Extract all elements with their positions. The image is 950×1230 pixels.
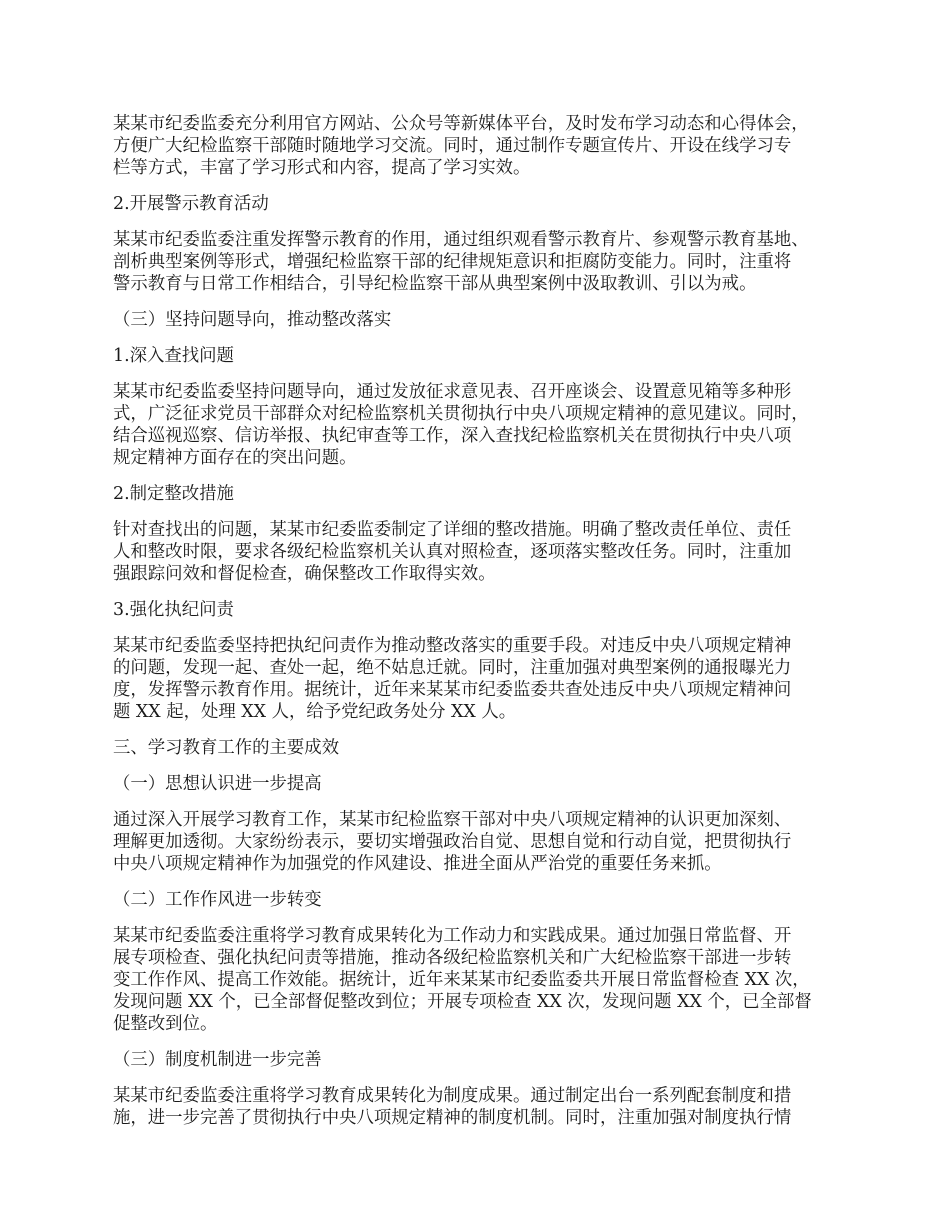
text-line: 通过深入开展学习教育工作，某某市纪检监察干部对中央八项规定精神的认识更加深刻、	[113, 810, 792, 830]
text-line: （二）工作作风进一步转变	[113, 890, 322, 910]
text-line: （一）思想认识进一步提高	[113, 774, 322, 794]
section-heading	[113, 1049, 853, 1071]
text-line: 的问题，发现一起、查处一起，绝不姑息迁就。同时，注重加强对典型案例的通报曝光力	[113, 658, 792, 678]
text-line: 某某市纪委监委坚持把执纪问责作为推动整改落实的重要手段。对违反中央八项规定精神	[113, 636, 792, 656]
text-line: 施，进一步完善了贯彻执行中央八项规定精神的制度机制。同时，注重加强对制度执行情	[113, 1108, 792, 1128]
section-heading	[113, 737, 853, 759]
section-heading	[113, 193, 853, 215]
text-line: 某某市纪委监委注重发挥警示教育的作用，通过组织观看警示教育片、参观警示教育基地、	[113, 230, 809, 250]
paragraph	[113, 381, 853, 469]
text-line: 变工作作风、提高工作效能。据统计，近年来某某市纪委监委共开展日常监督检查 XX 次，	[113, 970, 810, 990]
paragraph	[113, 229, 853, 295]
text-line: 度，发挥警示教育作用。据统计，近年来某某市纪委监委共查处违反中央八项规定精神问	[113, 680, 792, 700]
text-line: （三）坚持问题导向，推动整改落实	[113, 310, 392, 330]
section-heading	[113, 345, 853, 367]
paragraph	[113, 1085, 853, 1129]
text-line: 展专项检查、强化执纪问责等措施，推动各级纪检监察机关和广大纪检监察干部进一步转	[113, 948, 792, 968]
text-line: 警示教育与日常工作相结合，引导纪检监察干部从典型案例中汲取教训、引以为戒。	[113, 274, 757, 294]
text-line: 栏等方式，丰富了学习形式和内容，提高了学习实效。	[113, 158, 531, 178]
text-line: 某某市纪委监委注重将学习教育成果转化为工作动力和实践成果。通过加强日常监督、开	[113, 926, 792, 946]
text-line: 1.深入查找问题	[113, 346, 234, 366]
text-line: 针对查找出的问题，某某市纪委监委制定了详细的整改措施。明确了整改责任单位、责任	[113, 520, 792, 540]
section-heading	[113, 773, 853, 795]
text-line: （三）制度机制进一步完善	[113, 1050, 322, 1070]
section-heading	[113, 599, 853, 621]
text-line: 强跟踪问效和督促检查，确保整改工作取得实效。	[113, 564, 496, 584]
text-line: 某某市纪委监委充分利用官方网站、公众号等新媒体平台，及时发布学习动态和心得体会，	[113, 114, 809, 134]
text-line: 中央八项规定精神作为加强党的作风建设、推进全面从严治党的重要任务来抓。	[113, 854, 722, 874]
text-line: 理解更加透彻。大家纷纷表示，要切实增强政治自觉、思想自觉和行动自觉，把贯彻执行	[113, 832, 792, 852]
text-line: 结合巡视巡察、信访举报、执纪审查等工作，深入查找纪检监察机关在贯彻执行中央八项	[113, 426, 792, 446]
text-line: 2.开展警示教育活动	[113, 194, 269, 214]
text-line: 某某市纪委监委注重将学习教育成果转化为制度成果。通过制定出台一系列配套制度和措	[113, 1086, 792, 1106]
text-line: 某某市纪委监委坚持问题导向，通过发放征求意见表、召开座谈会、设置意见箱等多种形	[113, 382, 792, 402]
text-line: 式，广泛征求党员干部群众对纪检监察机关贯彻执行中央八项规定精神的意见建议。同时，	[113, 404, 809, 424]
text-line: 2.制定整改措施	[113, 484, 234, 504]
text-line: 三、学习教育工作的主要成效	[113, 738, 340, 758]
text-line: 剖析典型案例等形式，增强纪检监察干部的纪律规矩意识和拒腐防变能力。同时，注重将	[113, 252, 792, 272]
text-line: 发现问题 XX 个，已全部督促整改到位；开展专项检查 XX 次，发现问题 XX 个，已全部督	[113, 992, 812, 1012]
paragraph	[113, 635, 853, 723]
paragraph	[113, 925, 853, 1035]
section-heading	[113, 483, 853, 505]
document-body	[113, 113, 853, 1143]
paragraph	[113, 809, 853, 875]
section-heading	[113, 889, 853, 911]
text-line: 促整改到位。	[113, 1014, 218, 1034]
paragraph	[113, 519, 853, 585]
text-line: 方便广大纪检监察干部随时随地学习交流。同时，通过制作专题宣传片、开设在线学习专	[113, 136, 792, 156]
text-line: 规定精神方面存在的突出问题。	[113, 448, 357, 468]
paragraph	[113, 113, 853, 179]
text-line: 3.强化执纪问责	[113, 600, 234, 620]
text-line: 人和整改时限，要求各级纪检监察机关认真对照检查，逐项落实整改任务。同时，注重加	[113, 542, 792, 562]
section-heading	[113, 309, 853, 331]
text-line: 题 XX 起，处理 XX 人，给予党纪政务处分 XX 人。	[113, 702, 517, 722]
